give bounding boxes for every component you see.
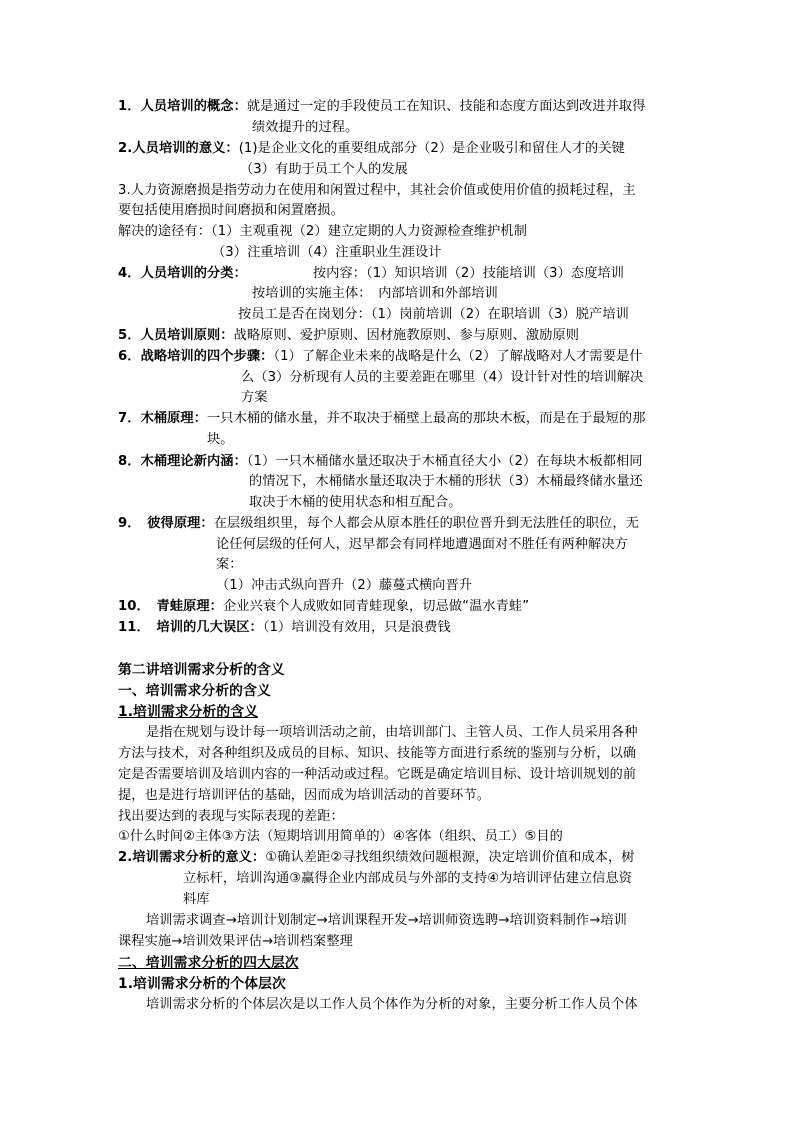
item-heading: 11． 培训的几大误区：	[118, 620, 263, 635]
text-line	[118, 514, 639, 534]
item-heading: 1．人员培训的概念：	[118, 99, 247, 114]
item-body: 战略原则、爱护原则、因材施教原则、参与原则、激励原则	[233, 328, 580, 343]
subsection-heading: 1.培训需求分析的个体层次	[118, 976, 286, 992]
text-line: 绩效提升的过程。	[252, 120, 359, 135]
text-line: 课程实施→培训效果评估→培训档案整理	[118, 934, 353, 949]
item-heading: 5．人员培训原则：	[118, 328, 234, 343]
item-body: (1)是企业文化的重要组成部分（2）是企业吸引和留住人才的关键	[238, 141, 625, 156]
item-heading: 4．人员培训的分类：	[118, 266, 247, 281]
item-body: （1）了解企业未来的战略是什么（2）了解战略对人才需要是什	[273, 349, 643, 364]
item-heading: 2.人员培训的意义：	[118, 141, 239, 156]
item-body: （1）培训没有效用，只是浪费钱	[262, 620, 451, 635]
text-line	[118, 618, 451, 638]
text-line: 料库	[183, 892, 210, 907]
item-body: 就是通过一定的手段使员工在知识、技能和态度方面达到改进并取得	[246, 99, 646, 114]
text-line	[118, 97, 646, 117]
text-line: 立标杆，培训沟通③赢得企业内部成员与外部的支持④为培训评估建立信息资	[183, 871, 633, 886]
text-line	[118, 264, 624, 284]
text-line	[118, 848, 635, 868]
text-line	[118, 409, 646, 429]
item-heading: 9． 彼得原理：	[118, 516, 214, 531]
text-line	[118, 452, 643, 472]
item-body: ①确认差距②寻找组织绩效问题根源，决定培训价值和成本，树	[265, 850, 635, 865]
text-line: 3.人力资源磨损是指劳动力在使用和闲置过程中，其社会价值或使用价值的损耗过程，主	[118, 183, 636, 198]
item-body: 一只木桶的储水量，并不取决于桶壁上最高的那块木板，而是在于最短的那	[207, 411, 646, 426]
text-line: 提，也是进行培训评估的基础，因而成为培训活动的首要环节。	[118, 788, 491, 803]
text-line: 方法与技术，对各种组织及成员的目标、知识、技能等方面进行系统的鉴别与分析，以确	[118, 746, 637, 761]
text-line: 按培训的实施主体： 内部培训和外部培训	[252, 286, 498, 301]
text-line	[118, 326, 579, 346]
text-line: 块。	[207, 432, 234, 447]
text-line	[118, 597, 529, 617]
text-line: 论任何层级的任何人，迟早都会有同样地遭遇面对不胜任有两种解决方	[216, 537, 628, 552]
text-line: 的情况下，木桶储水量还取决于木桶的形状（3）木桶最终储水量还	[249, 474, 643, 489]
item-heading: 2.培训需求分析的意义：	[118, 850, 266, 865]
text-line: 培训需求调查→培训计划制定→培训课程开发→培训师资选聘→培训资料制作→培训	[146, 913, 627, 928]
text-line: 取决于木桶的使用状态和相互配合。	[249, 495, 462, 510]
text-line: 按员工是否在岗划分：（1）岗前培训（2）在职培训（3）脱产培训	[238, 307, 629, 322]
item-body: 在层级组织里，每个人都会从原本胜任的职位晋升到无法胜任的职位，无	[213, 516, 639, 531]
text-line	[118, 347, 643, 367]
text-line: 案：	[216, 557, 243, 572]
subsection-heading: 1.培训需求分析的含义	[118, 704, 259, 720]
section-heading: 一、培训需求分析的含义	[118, 683, 271, 699]
section-title: 第二讲培训需求分析的含义	[118, 662, 285, 678]
text-line: 解决的途径有：（1）主观重视（2）建立定期的人力资源检查维护机制	[118, 224, 528, 239]
item-body: 按内容：（1）知识培训（2）技能培训（3）态度培训	[312, 266, 625, 281]
text-line: （3）有助于员工个人的发展	[240, 162, 408, 177]
text-line: ①什么时间②主体③方法（短期培训用简单的）④客体（组织、员工）⑤目的	[118, 829, 563, 844]
item-body: 企业兴衰个人成败如同青蛙现象，切忌做“温水青蛙”	[222, 599, 530, 614]
item-body: （1）一只木桶储水量还取决于木桶直径大小（2）在每块木板都相同	[246, 454, 643, 469]
text-line: （1）冲击式纵向晋升（2）藤蔓式横向晋升	[216, 578, 473, 593]
text-line: 方案	[241, 390, 268, 405]
text-line: 要包括使用磨损时间磨损和闲置磨损。	[118, 203, 344, 218]
text-line: （3）注重培训（4）注重职业生涯设计	[212, 245, 442, 260]
item-heading: 10． 青蛙原理：	[118, 599, 223, 614]
item-heading: 8．木桶理论新内涵：	[118, 454, 247, 469]
item-heading: 6．战略培训的四个步骤：	[118, 349, 274, 364]
text-line	[118, 139, 625, 159]
item-heading: 7．木桶原理：	[118, 411, 208, 426]
text-line: 是指在规划与设计每一项培训活动之前，由培训部门、主管人员、工作人员采用各种	[146, 725, 638, 740]
text-line: 定是否需要培训及培训内容的一种活动或过程。它既是确定培训目标、设计培训规划的前	[118, 767, 637, 782]
text-line: 么（3）分析现有人员的主要差距在哪里（4）设计针对性的培训解决	[241, 370, 644, 385]
section-heading: 二、培训需求分析的四大层次	[118, 955, 299, 971]
text-line: 培训需求分析的个体层次是以工作人员个体作为分析的对象，主要分析工作人员个体	[146, 997, 638, 1012]
text-line: 找出要达到的表现与实际表现的差距：	[118, 809, 344, 824]
